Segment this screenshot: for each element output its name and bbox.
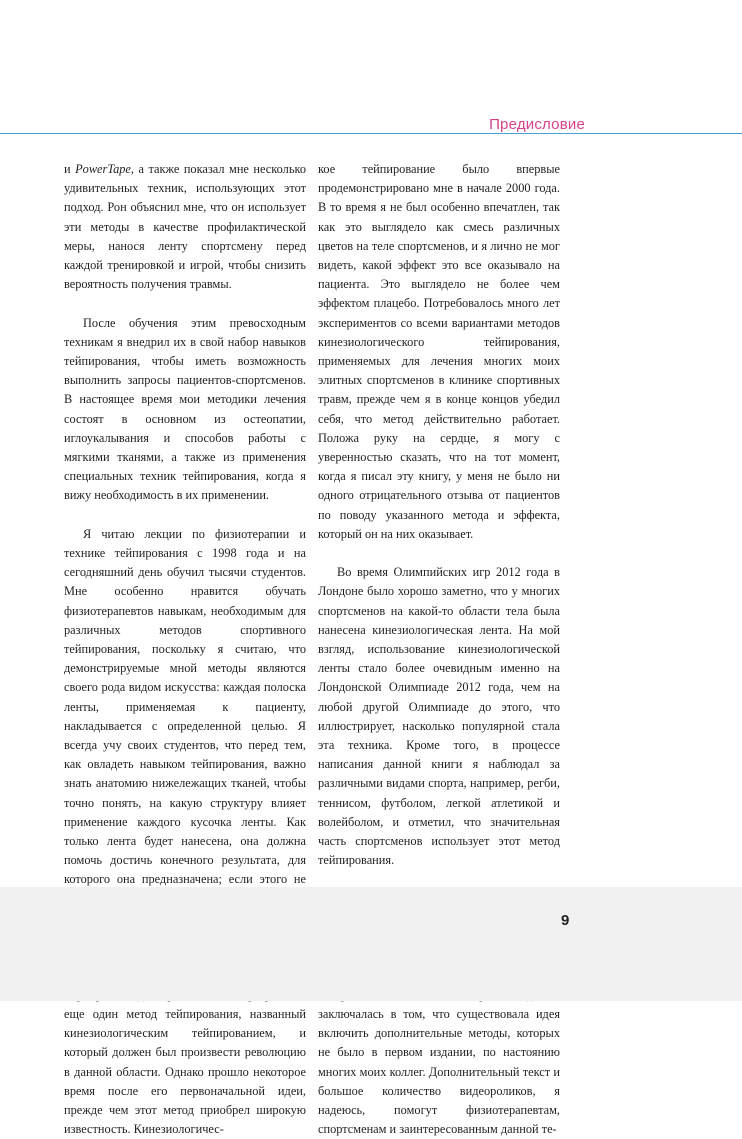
paragraph: кое тейпирование было впервые продемонстрировано мне в начале 2000 года. В то время я не был особенно впечатлен, так как это выглядело как смесь различных цветов на теле спортсменов, и я лично не мог видеть, какой эффект это все оказывало на пациента. Это выглядело не более чем эффектом плацебо. Потребовалось много лет экспериментов со всеми вариантами методов кинезиологического тейпирования, применяемых для лечения многих моих элитных спортсменов в клинике спортивных травм, прежде чем я в конце концов убедил себя, что метод действительно работает. Положа руку на сердце, я могу с уверенностью сказать, что на тот момент, когда я писал эту книгу, у меня не было ни одного отрицательного отзыва от пациентов по поводу указанного метода и эффекта, который он на них оказывает.	[318, 162, 560, 541]
paragraph	[64, 160, 306, 294]
product-name: PowerTape	[75, 162, 131, 176]
section-title: Предисловие	[489, 116, 585, 133]
header-divider	[0, 133, 742, 134]
page-number: 9	[561, 912, 570, 929]
paragraph-lead: и	[64, 162, 76, 176]
paragraph: еще один метод тейпирования, названный кинезиологическим тейпированием, и который должен был произвести революцию в данной области. Однако прошло некоторое время после его первоначальной идеи, прежде чем этот метод приобрел широкую известность. Кинезиологичес-	[64, 1006, 306, 1137]
paragraph: Я читаю лекции по физиотерапии и технике тейпирования с 1998 года и на сегодняшний день обучил тысячи студентов. Мне особенно нравится обучать физиотерапевтов навыкам, необходимым для различных методов спортивного тейпирования, поскольку я считаю, что демонстрируемые мной методы являются своего рода видом искусства: каждая полоска ленты, применяемая к пациенту, накладывается с определенной целью. Я всегда учу своих студентов, что перед тем, как овладеть навыком тейпирования, важно знать анатомию нижележащих тканей, чтобы точно понять, на какую структуру влияет применение каждого кусочка ленты. Как только лента будет нанесена, она должна помочь достичь конечного результата, для которого она предназначена; если этого не	[64, 526, 306, 887]
paragraph-text: , а также показал мне несколько удивительных техник, использующих этот подход. Рон объяснил мне, что он использует эти методы в качестве профилактической меры, нанося ленту спортсмену перед каждой тренировкой и игрой, чтобы снизить вероятность получения травмы.	[64, 162, 306, 292]
footer-band	[0, 887, 742, 1001]
paragraph: заключалась в том, что существовала идея включить дополнительные методы, которых не было в первом издании, по настоянию многих моих коллег. Дополнительный текст и большое количество видеороликов, я надеюсь, помогут физиотерапевтам, спортсменам и заинтересованным данной те-	[318, 1006, 560, 1137]
paragraph: Во время Олимпийских игр 2012 года в Лондоне было хорошо заметно, что у многих спортсменов на какой-то области тела была нанесена кинезиологическая лента. На мой взгляд, использование кинезиологической ленты стало более очевидным именно на Лондонской Олимпиаде 2012 года, чем на любой другой Олимпиаде до этого, что иллюстрирует, насколько популярной стала эта техника. Кроме того, в процессе написания данной книги я наблюдал за различными видами спорта, например, регби, теннисом, футболом, легкой атлетикой и волейболом, и отметил, что значительная часть спортсменов использует этот метод тейпирования.	[318, 565, 560, 868]
paragraph: После обучения этим превосходным техникам я внедрил их в свой набор навыков тейпирования, чтобы иметь возможность выполнить запросы пациентов-спортсменов. В настоящее время мои методики лечения состоят в основном из остеопатии, иглоукалывания и способов работы с мягкими тканями, а также из применения специальных техник тейпирования, когда я вижу необходимость в их применении.	[64, 315, 306, 503]
